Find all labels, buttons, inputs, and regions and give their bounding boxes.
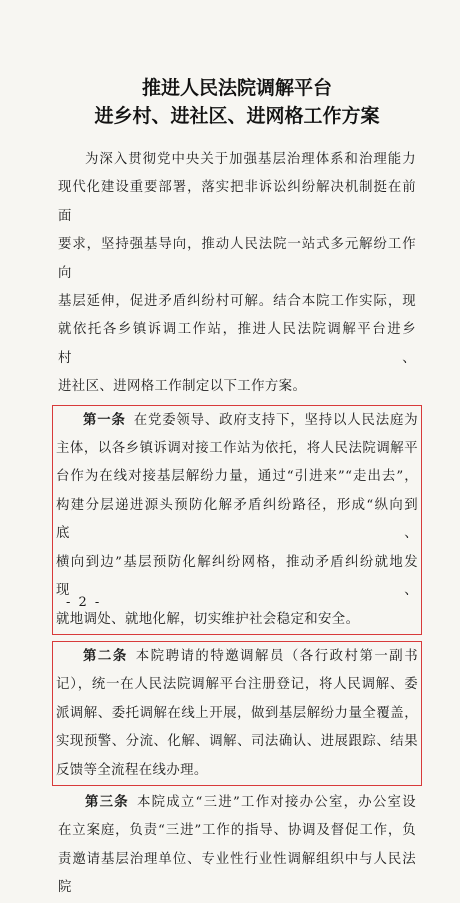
article-1-line: 横向到边”基层预防化解纠纷网格，推动矛盾纠纷就地发现、 (56, 554, 418, 599)
article-2-text: 本院聘请的特邀调解员（各行政村第一副书 (135, 648, 418, 664)
title-line-2: 进乡村、进社区、进网格工作方案 (94, 105, 380, 127)
article-3-paragraph (58, 788, 416, 903)
article-1-line: 台作为在线对接基层解纷力量，通过“引进来”“走出去”， (56, 469, 418, 485)
article-3-line: 责邀请基层治理单位、专业性行业性调解组织中与人民法院 (58, 851, 416, 896)
article-1-text: 在党委领导、政府支持下，坚持以人民法庭为 (133, 412, 419, 428)
article-3-label: 第三条 (85, 793, 129, 810)
intro-line: 为深入贯彻党中央关于加强基层治理体系和治理能力 (85, 152, 416, 167)
article-2-line: 反馈等全流程在线办理。 (56, 762, 208, 778)
document-title (58, 74, 416, 130)
page-number: - 2 - (66, 595, 102, 610)
intro-line: 现代化建设重要部署，落实把非诉讼纠纷解决机制挺在前面 (58, 180, 416, 224)
article-3-text: 本院成立“三进”工作对接办公室，办公室设 (136, 794, 416, 810)
article-1-line: 构建分层递进源头预防化解矛盾纠纷路径，形成“纵向到底、 (56, 497, 418, 542)
article-1-highlight-box (52, 405, 422, 635)
article-1-line: 主体，以各乡镇诉调对接工作站为依托，将人民法院调解平 (56, 441, 418, 457)
intro-line: 进社区、进网格工作制定以下工作方案。 (58, 379, 307, 395)
article-1-line: 就地调处、就地化解，切实维护社会稳定和安全。 (56, 611, 360, 627)
intro-line: 就依托各乡镇诉调工作站，推进人民法院调解平台进乡村、 (58, 322, 416, 366)
article-3-line (58, 788, 416, 817)
article-2-line (56, 642, 418, 671)
intro-line: 要求，坚持强基导向，推动人民法院一站式多元解纷工作向 (58, 237, 416, 281)
article-1-line (56, 406, 418, 435)
article-2-line: 派调解、委托调解在线上开展，做到基层解纷力量全覆盖， (56, 705, 418, 721)
intro-paragraph (58, 146, 416, 402)
title-line-1: 推进人民法院调解平台 (141, 77, 332, 99)
article-2-highlight-box (52, 641, 422, 786)
article-3-line: 在立案庭，负责“三进”工作的指导、协调及督促工作，负 (58, 823, 416, 839)
article-2-line: 实现预警、分流、化解、调解、司法确认、进展跟踪、结果 (56, 734, 418, 750)
intro-line: 基层延伸，促进矛盾纠纷村可解。结合本院工作实际，现 (58, 294, 416, 310)
article-2-label: 第二条 (83, 647, 128, 664)
article-1-label: 第一条 (83, 411, 126, 428)
article-2-line: 记），统一在人民法院调解平台注册登记，将人民调解、委 (56, 677, 418, 693)
